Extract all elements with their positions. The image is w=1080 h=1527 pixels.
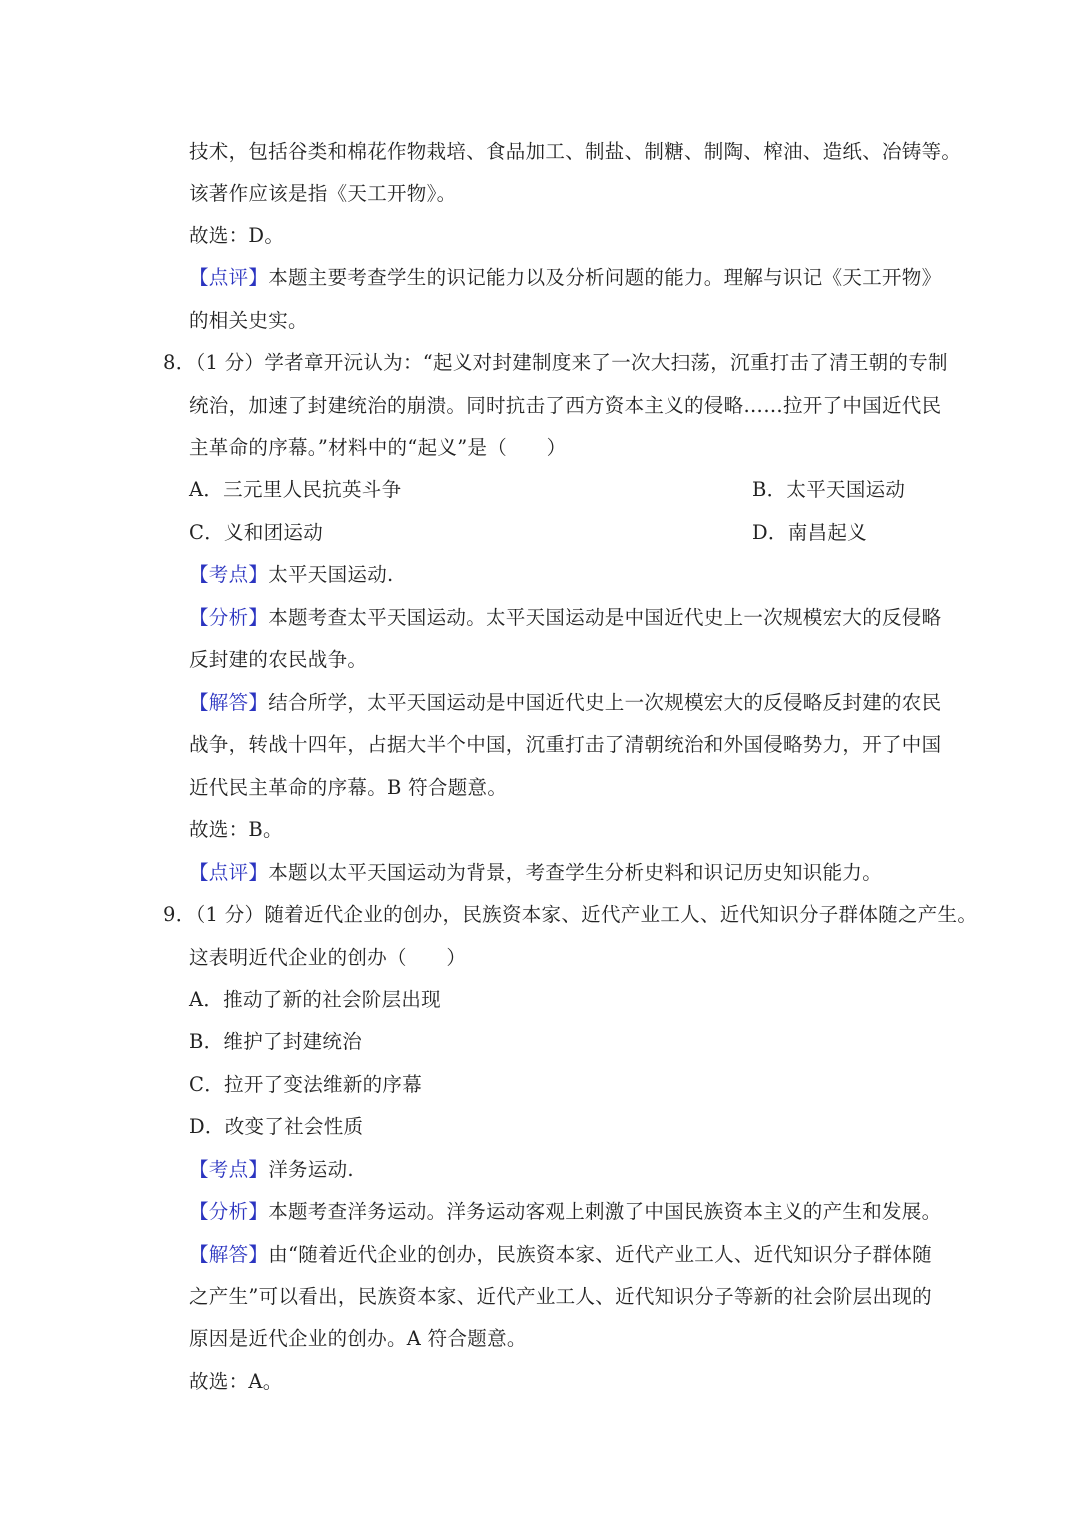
text-line: 战争，转战十四年，占据大半个中国，沉重打击了清朝统治和外国侵略势力，开了中国 [189,733,942,756]
q8-stem: 统治，加速了封建统治的崩溃。同时抗击了西方资本主义的侵略……拉开了中国近代民 [189,394,942,417]
q9-stem: 这表明近代企业的创办（ ） [189,946,467,969]
dianping-text: 本题主要考查学生的识记能力以及分析问题的能力。理解与识记《天工开物》 [268,266,942,289]
q8-stem: 主革命的序幕。”材料中的“起义”是（ ） [189,436,567,459]
q9-option-c: C．拉开了变法维新的序幕 [189,1073,423,1096]
q8-option-c: C．义和团运动 [189,521,324,544]
q9-fenxi [189,1192,942,1232]
q9-jieda [189,1235,932,1275]
q8-option-d: D．南昌起义 [752,521,867,544]
text-line: 技术，包括谷类和棉花作物栽培、食品加工、制盐、制糖、制陶、榨油、造纸、冶铸等。 [189,140,962,163]
text-line: 之产生”可以看出，民族资本家、近代产业工人、近代知识分子等新的社会阶层出现的 [189,1285,932,1308]
fenxi-text: 本题考查太平天国运动。太平天国运动是中国近代史上一次规模宏大的反侵略 [268,606,942,629]
q9-answer: 故选：A。 [189,1370,283,1393]
fenxi-text: 本题考查洋务运动。洋务运动客观上刺激了中国民族资本主义的产生和发展。 [268,1200,942,1223]
kaodian-text: 太平天国运动. [268,563,394,586]
jieda-tag: 【解答】 [189,691,269,714]
q8-option-b: B．太平天国运动 [752,478,906,501]
dianping-tag: 【点评】 [189,266,269,289]
text-line: 近代民主革命的序幕。B 符合题意。 [189,776,508,799]
q9-option-d: D．改变了社会性质 [189,1115,364,1138]
q8-options-row [189,513,920,553]
kaodian-text: 洋务运动. [268,1158,354,1181]
jieda-tag: 【解答】 [189,1243,269,1266]
q8-options-row [189,470,920,510]
q9-option-a: A．推动了新的社会阶层出现 [189,988,441,1011]
q9-kaodian [189,1150,920,1190]
q8-kaodian [189,555,920,595]
jieda-text: 由“随着近代企业的创办，民族资本家、近代产业工人、近代知识分子群体随 [268,1243,932,1266]
q8-stem: 8．（1 分）学者章开沅认为：“起义对封建制度来了一次大扫荡，沉重打击了清王朝的专制 [163,351,948,374]
q8-answer: 故选：B。 [189,818,283,841]
kaodian-tag: 【考点】 [189,1158,269,1181]
q9-stem: 9．（1 分）随着近代企业的创办，民族资本家、近代产业工人、近代知识分子群体随之产生。 [163,903,978,926]
q8-option-a: A．三元里人民抗英斗争 [189,478,402,501]
text-line: 的相关史实。 [189,309,308,332]
q9-option-b: B．维护了封建统治 [189,1030,363,1053]
fenxi-tag: 【分析】 [189,1200,269,1223]
dianping-text: 本题以太平天国运动为背景，考查学生分析史料和识记历史知识能力。 [268,861,883,884]
q8-dianping [189,853,920,893]
kaodian-tag: 【考点】 [189,563,269,586]
text-line: 该著作应该是指《天工开物》。 [189,182,457,205]
q8-jieda [189,683,942,723]
text-line: 反封建的农民战争。 [189,648,368,671]
q8-fenxi [189,598,942,638]
jieda-text: 结合所学，太平天国运动是中国近代史上一次规模宏大的反侵略反封建的农民 [268,691,942,714]
text-line: 原因是近代企业的创办。A 符合题意。 [189,1327,527,1350]
fenxi-tag: 【分析】 [189,606,269,629]
dianping-tag: 【点评】 [189,861,269,884]
q7-dianping [189,258,942,298]
q7-answer: 故选：D。 [189,224,285,247]
